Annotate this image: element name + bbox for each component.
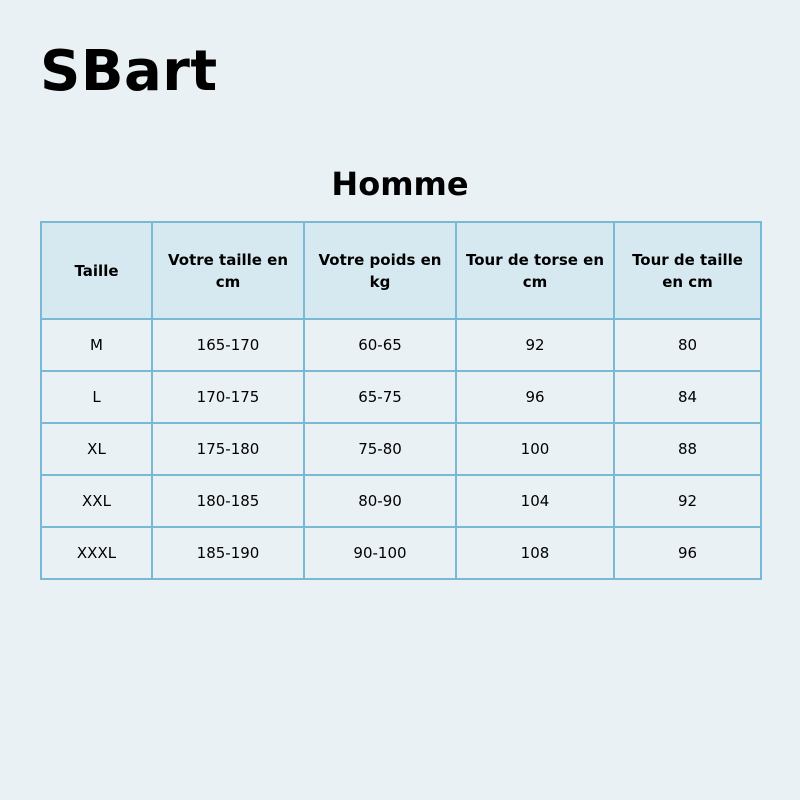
table-cell: 65-75 (304, 371, 456, 423)
table-row (41, 319, 761, 371)
table-body (41, 319, 761, 579)
table-cell: XL (41, 423, 152, 475)
header-row (41, 222, 761, 319)
table-cell: 185-190 (152, 527, 304, 579)
table-cell: 92 (456, 319, 614, 371)
table-cell: 175-180 (152, 423, 304, 475)
table-cell: 88 (614, 423, 761, 475)
table-cell: 108 (456, 527, 614, 579)
header-cell-tour-de-taille: Tour de taille en cm (614, 222, 761, 319)
brand-logo-text: SBart (40, 39, 218, 104)
table-cell: 75-80 (304, 423, 456, 475)
page-title: Homme (331, 165, 469, 203)
table-cell: 100 (456, 423, 614, 475)
table-cell: 104 (456, 475, 614, 527)
table-row (41, 475, 761, 527)
table-cell: 96 (614, 527, 761, 579)
table-row (41, 371, 761, 423)
table-cell: 180-185 (152, 475, 304, 527)
table-cell: 80-90 (304, 475, 456, 527)
table-cell: 80 (614, 319, 761, 371)
table-cell: XXL (41, 475, 152, 527)
header-cell-votre-taille: Votre taille en cm (152, 222, 304, 319)
header-cell-tour-de-torse: Tour de torse en cm (456, 222, 614, 319)
table-cell: 90-100 (304, 527, 456, 579)
table-cell: 96 (456, 371, 614, 423)
table-cell: 84 (614, 371, 761, 423)
table-header (41, 222, 761, 319)
table-cell: 165-170 (152, 319, 304, 371)
table-cell: XXXL (41, 527, 152, 579)
table-row (41, 527, 761, 579)
table-cell: M (41, 319, 152, 371)
table-cell: 92 (614, 475, 761, 527)
header-cell-taille: Taille (41, 222, 152, 319)
header-cell-votre-poids: Votre poids en kg (304, 222, 456, 319)
table-cell: 170-175 (152, 371, 304, 423)
size-chart-table (40, 221, 762, 580)
table-cell: L (41, 371, 152, 423)
table-cell: 60-65 (304, 319, 456, 371)
table-row (41, 423, 761, 475)
